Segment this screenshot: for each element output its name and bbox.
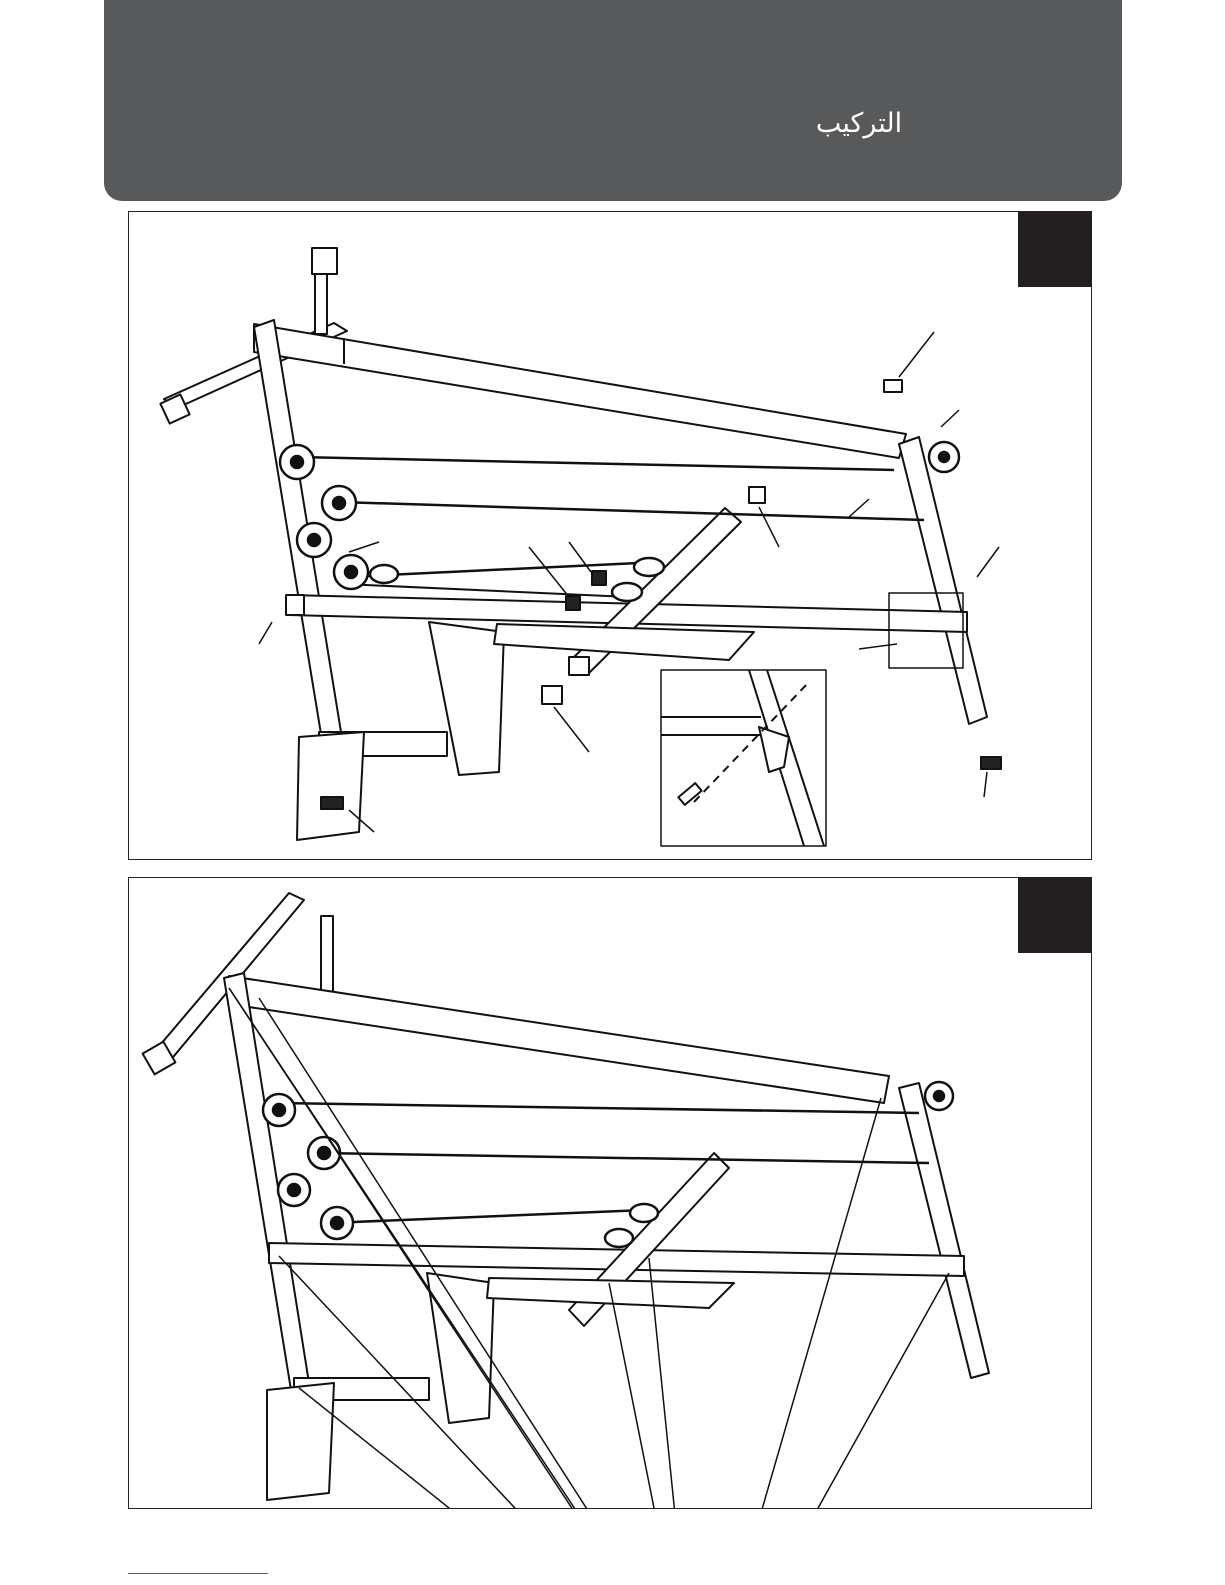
footer-rule: [128, 1573, 268, 1574]
detail-inset: [661, 670, 826, 846]
section-title: التركيب: [815, 108, 903, 139]
page-header: [104, 0, 1122, 201]
step-1-panel: [128, 211, 1092, 860]
step-1-diagram: [129, 212, 1091, 859]
step-2-diagram: [129, 878, 1091, 1508]
step-2-panel: [128, 877, 1092, 1509]
